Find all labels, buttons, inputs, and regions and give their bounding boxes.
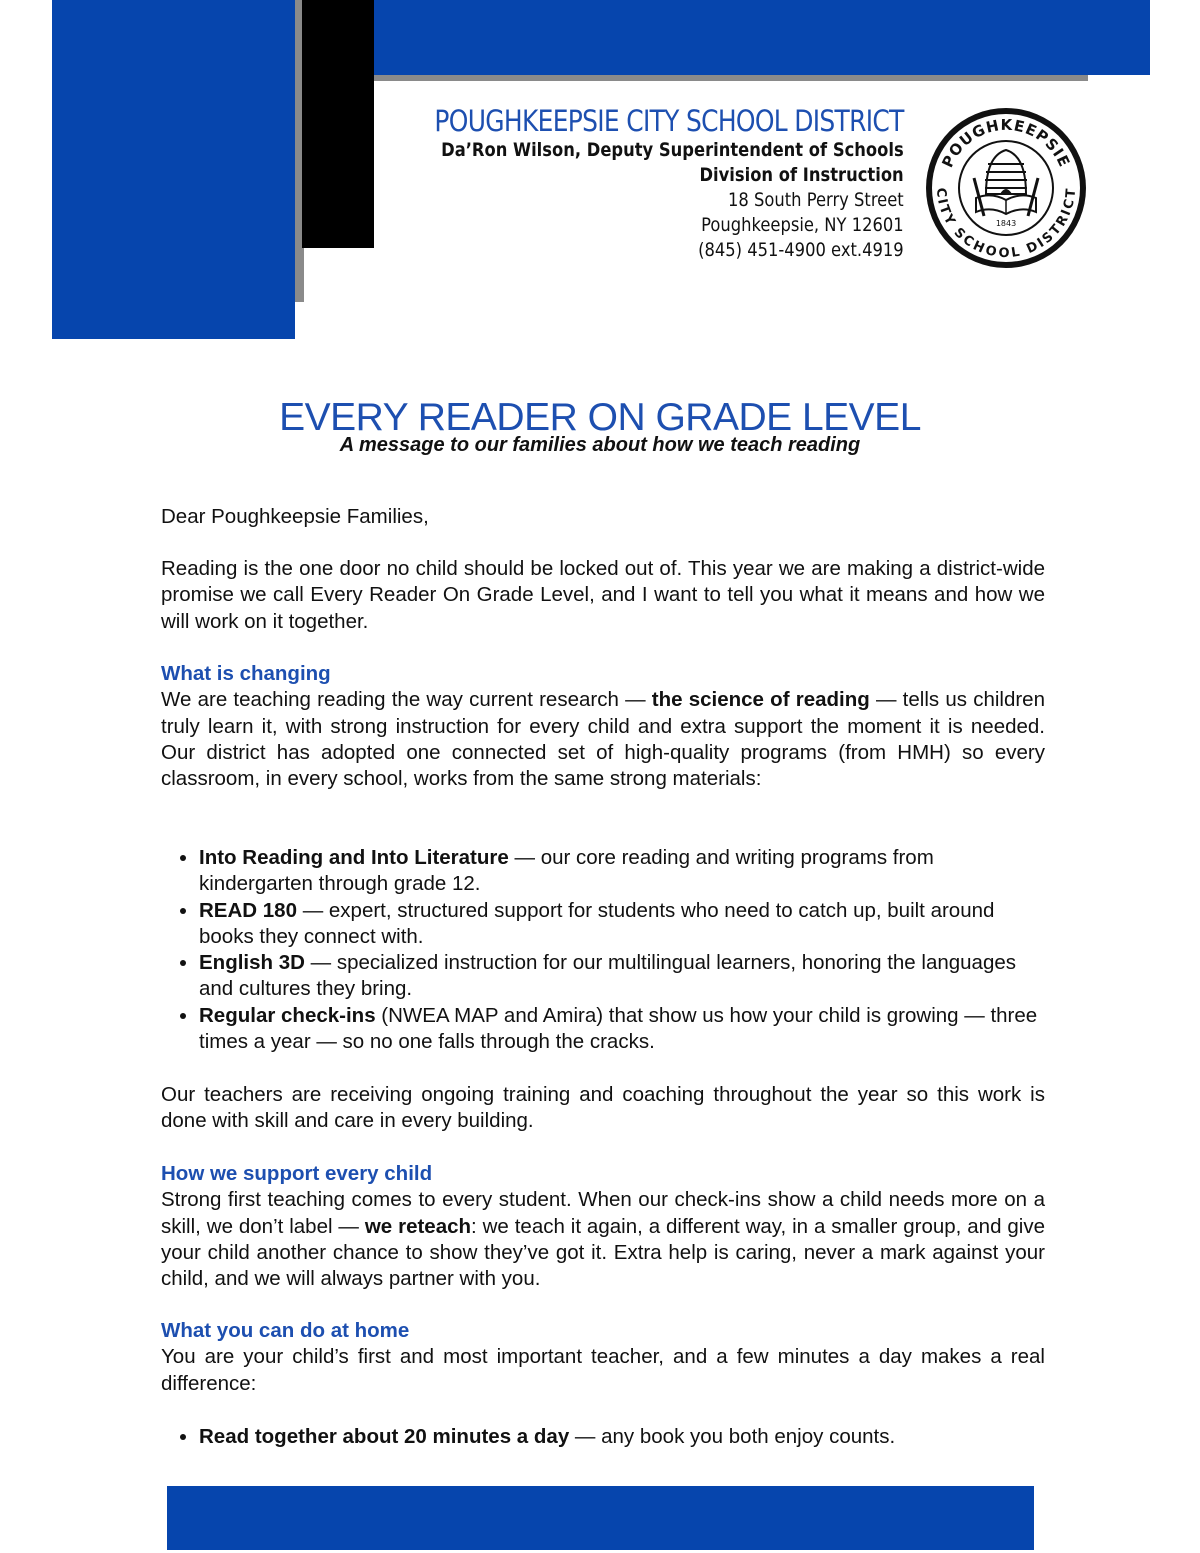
text-run: : we teach it again, a different way, in a smaller group, and give your child another chance to show they’ve got it. Extra help is caring, never a mark against your child, and we will always partner with you. [161, 1214, 1045, 1291]
page-title: EVERY READER ON GRADE LEVEL [279, 396, 921, 439]
seal-year: 1843 [995, 219, 1017, 228]
district-name: POUGHKEEPSIE CITY SCHOOL DISTRICT [434, 104, 904, 138]
bold-text-run: Regular check-ins [199, 1003, 376, 1027]
page-subtitle: A message to our families about how we teach reading [339, 434, 861, 456]
street-address: 18 South Perry Street [728, 189, 904, 211]
section-heading: What is changing [161, 662, 331, 685]
bold-text-run: Read together about 20 minutes a day [199, 1425, 570, 1448]
text-run: — specialized instruction for our multilingual learners, honoring the languages and cultures they bring. [199, 951, 1017, 1001]
text-run: — our core reading and writing programs from kindergarten through grade 12. [199, 846, 934, 896]
seal-top-text: POUGHKEEPSIE [938, 115, 1074, 171]
section-support-every-child [161, 1161, 1045, 1292]
section-paragraph [161, 687, 1045, 792]
seal-bottom-text: CITY SCHOOL DISTRICT [933, 187, 1079, 261]
header-top-blue-bar [372, 0, 1150, 75]
section-heading: What you can do at home [161, 1319, 410, 1342]
section-paragraph [161, 1187, 1045, 1292]
training-paragraph: Our teachers are receiving ongoing training and coaching throughout the year so this work is done with skill and care in every building. [161, 1083, 1045, 1133]
text-run: — tells us children truly learn it, with strong instruction for every child and extra support the moment it is needed. Our district has adopted one connected set of high-quality programs (from HMH) so every classroom, in every school, works from the same strong materials: [161, 688, 1045, 791]
bold-text-run: Into Reading and Into Literature [199, 846, 509, 869]
program-list [161, 845, 1045, 1055]
salutation: Dear Poughkeepsie Families, [161, 505, 429, 528]
intro-paragraph: Reading is the one door no child should be locked out of. This year we are making a district-wide promise we call Every Reader On Grade Level, and I want to tell you what it means and how we will work on it together. [161, 557, 1045, 633]
bold-text-run: we reteach [364, 1214, 472, 1238]
city-address: Poughkeepsie, NY 12601 [701, 214, 904, 236]
text-run: — any book you both enjoy counts. [569, 1425, 896, 1448]
section-what-is-changing [161, 661, 1045, 792]
list-item [199, 1003, 1045, 1056]
bold-text-run: READ 180 [199, 898, 297, 922]
list-item [199, 898, 1045, 951]
list-item [199, 845, 1045, 898]
section-heading: How we support every child [161, 1162, 433, 1185]
footer-blue-bar [167, 1486, 1034, 1550]
district-seal-icon [924, 106, 1088, 270]
home-tips-list [161, 1424, 1045, 1450]
header-left-blue-block [52, 0, 295, 339]
division-name: Division of Instruction [699, 164, 904, 186]
bold-text-run: the science of reading [651, 688, 870, 712]
section-paragraph: You are your child’s first and most important teacher, and a few minutes a day makes a real difference: [161, 1345, 1045, 1395]
phone-number: (845) 451-4900 ext.4919 [698, 239, 904, 261]
list-item [199, 950, 1045, 1003]
text-run: — expert, structured support for students who need to catch up, built around books they connect with. [199, 898, 995, 948]
section-what-you-can-do [161, 1318, 1045, 1397]
text-run: Strong first teaching comes to every student. When our check-ins show a child needs more on a skill, we don’t label — [161, 1188, 1045, 1238]
text-run: We are teaching reading the way current research — [161, 688, 652, 712]
text-run: (NWEA MAP and Amira) that show us how your child is growing — three times a year — so no one falls through the cracks. [199, 1003, 1038, 1054]
list-item [199, 1424, 1045, 1450]
bold-text-run: English 3D [199, 951, 305, 975]
letterhead [358, 104, 904, 263]
official-name: Da’Ron Wilson, Deputy Superintendent of Schools [441, 139, 904, 161]
header-top-gray-bar [372, 75, 1088, 81]
